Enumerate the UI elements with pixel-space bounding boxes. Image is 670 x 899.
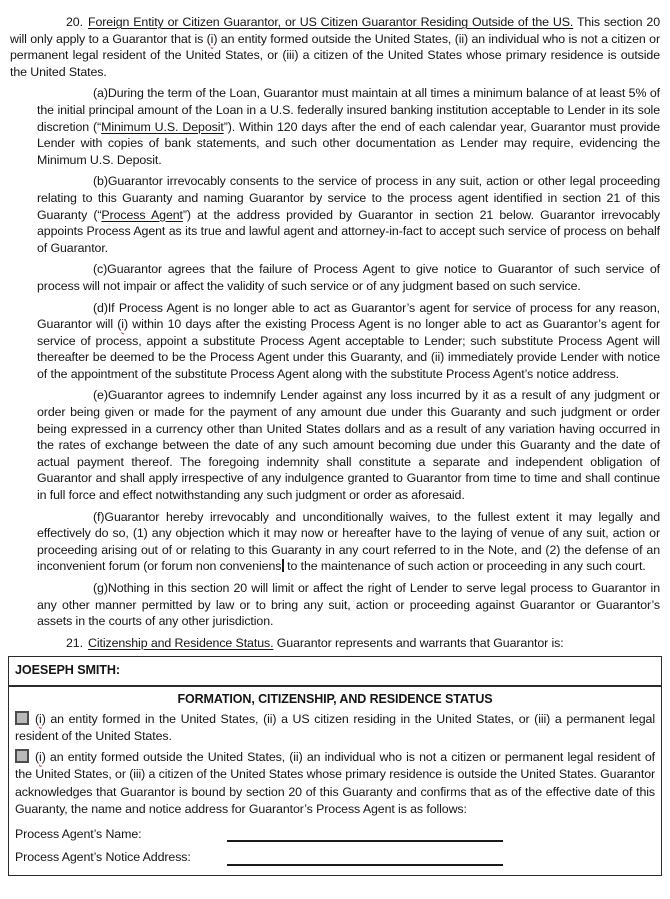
option-us-text-pre: ( (35, 711, 40, 726)
paragraph-g-text: Nothing in this section 20 will limit or affect the right of Lender to serve legal process to Guarantor in any other manner permitted by law or to bring any suit, action or proceeding against Guarantor or Guarantor’s assets in the courts of any other jurisdiction. (37, 581, 660, 629)
section-21-paragraph (10, 635, 660, 652)
paragraph-a (37, 85, 660, 168)
paragraph-a-text: During the term of the Loan, Guarantor must maintain at all times a minimum balance of at least 5% of the initial principal amount of the Loan in a U.S. federally insured banking institution acceptable to Lender in its sole discretion (“ (37, 86, 660, 134)
option-us-text (15, 712, 655, 744)
checkbox-foreign-entity-or-citizen[interactable] (15, 749, 29, 763)
section-20-paragraph (10, 14, 660, 80)
status-table-header: FORMATION, CITIZENSHIP, AND RESIDENCE STATUS (177, 691, 493, 706)
paragraph-b (37, 173, 660, 256)
spellcheck-flagged-word: i (39, 749, 42, 764)
section-21-number: 21. (66, 635, 83, 650)
status-option-foreign (15, 749, 655, 819)
guarantor-name: JOESEPH SMITH: (15, 663, 120, 678)
status-table-body (9, 687, 661, 875)
section-21-heading: Citizenship and Residence Status. (88, 635, 274, 650)
section-20-number: 20. (66, 15, 83, 29)
paragraph-c (37, 261, 660, 294)
option-foreign-text-body: ) an entity formed outside the United States, (ii) an individual who is not a citizen or permanent legal resident of the United States, or (iii) a citizen of the United States whose primary residence is outside the United States. Guarantor acknowledges that Guarantor is bound by section 20 of this Guaranty and confirms that as of the effective date of this Guaranty, the name and notice address for Guarantor’s Process Agent is as follows: (15, 749, 656, 817)
paragraph-b-text: Guarantor irrevocably consents to the service of process in any suit, action or other legal proceeding relating to this Guaranty and naming Guarantor by service to the process agent identified in section 21 of this Guaranty (“ (37, 174, 660, 222)
process-agent-name-input[interactable] (227, 827, 503, 842)
defined-term-minimum-us-deposit: Minimum U.S. Deposit (101, 119, 224, 134)
status-option-us (15, 711, 655, 746)
guarantor-status-table (8, 656, 662, 875)
paragraph-e-text: Guarantor agrees to indemnify Lender against any loss incurred by it as a result of any judgment or order being given or made for the payment of any amount due under this Guaranty and such judgment or order being expressed in a currency other than United States dollars and as a result of any variation having occurred in the rates of exchange between the date of any such amount becoming due under this Guaranty and the date of actual payment thereof. The foregoing indemnity shall constitute a separate and independent obligation of Guarantor and shall apply irrespective of any indulgence granted to Guarantor from time to time and shall continue in full force and effect notwithstanding any such judgment or order as aforesaid. (37, 388, 660, 503)
section-21-text: Guarantor represents and warrants that Guarantor is: (273, 635, 564, 650)
paragraph-a-text-2: ”). Within 120 days after the end of each calendar year, Guarantor must provide Lender with copies of bank statements, and such other documentation as Lender may require, evidencing the Minimum U.S. Deposit. (37, 119, 660, 167)
option-foreign-text-pre: ( (35, 749, 40, 764)
paragraph-f (37, 509, 660, 575)
process-agent-name-label: Process Agent’s Name: (15, 826, 142, 841)
spellcheck-flagged-word: i (39, 711, 42, 726)
paragraph-g-letter: (g) (93, 581, 108, 595)
option-us-text-body: ) an entity formed in the United States, (ii) a US citizen residing in the United States, or (iii) a permanent legal resident of the United States. (15, 711, 655, 744)
process-agent-address-label: Process Agent’s Notice Address: (15, 850, 191, 865)
paragraph-e-letter: (e) (93, 388, 108, 403)
process-agent-name-row (15, 826, 655, 843)
checkbox-us-entity-or-citizen[interactable] (15, 711, 29, 725)
defined-term-process-agent: Process Agent (101, 207, 183, 222)
paragraph-d-text: If Process Agent is no longer able to act as Guarantor’s agent for service of process for any reason, Guarantor will ( (37, 300, 660, 332)
process-agent-address-row (15, 849, 655, 866)
section-20-heading: Foreign Entity or Citizen Guarantor, or US Citizen Guarantor Residing Outside of the US. (88, 15, 574, 29)
paragraph-d-text-2: ) within 10 days after the existing Process Agent is no longer able to act as Guarantor’s agent for service of process, appoint a substitute Process Agent acceptable to Lender; such substitute Process Agent will thereafter be deemed to be the Process Agent under this Guaranty, and (ii) immediately provide Lender with notice of the appointment of the substitute Process Agent along with the substitute Process Agent’s notice address. (37, 317, 660, 381)
paragraph-c-text: Guarantor agrees that the failure of Process Agent to give notice to Guarantor of such service of process will not impair or affect the validity of such service or of any judgment based on such service. (37, 262, 660, 293)
spellcheck-flagged-word: i (121, 317, 124, 332)
paragraph-f-text: Guarantor hereby irrevocably and unconditionally waives, to the fullest extent it may legally and effectively do so, (1) any objection which it may now or hereafter have to the laying of venue of any suit, action or proceeding arising out of or relating to this Guaranty in any court referred to in the Note, and (2) the defense of an inconvenient forum (or forum non conveniens (37, 509, 660, 574)
paragraph-b-letter: (b) (93, 174, 108, 189)
spellcheck-flagged-word: i (210, 31, 214, 46)
paragraph-a-letter: (a) (93, 86, 108, 101)
paragraph-f-letter: (f) (93, 509, 105, 524)
section-20-intro-text: This section 20 will only apply to a Guarantor that is ( (10, 15, 660, 46)
paragraph-e (37, 387, 660, 503)
paragraph-d (37, 300, 660, 383)
paragraph-c-letter: (c) (93, 262, 108, 277)
guarantor-name-row (9, 657, 661, 687)
paragraph-f-text-2: to the maintenance of such action or proceeding in any such court. (283, 559, 646, 574)
paragraph-b-text-2: ”) at the address provided by Guarantor in section 21 below. Guarantor irrevocably appoints Process Agent as its true and lawful agent and attorney-in-fact to accept such service of process on behalf of Guarantor. (37, 207, 661, 255)
process-agent-address-input[interactable] (227, 851, 503, 866)
option-foreign-text (15, 750, 655, 817)
paragraph-g (37, 580, 660, 630)
paragraph-d-letter: (d) (93, 300, 108, 315)
section-20-intro-text-2: ) an entity formed outside the United States, (ii) an individual who is not a citizen or permanent legal resident of the United States, or (iii) a citizen of the United States whose primary residence is outside the United States. (10, 31, 660, 79)
